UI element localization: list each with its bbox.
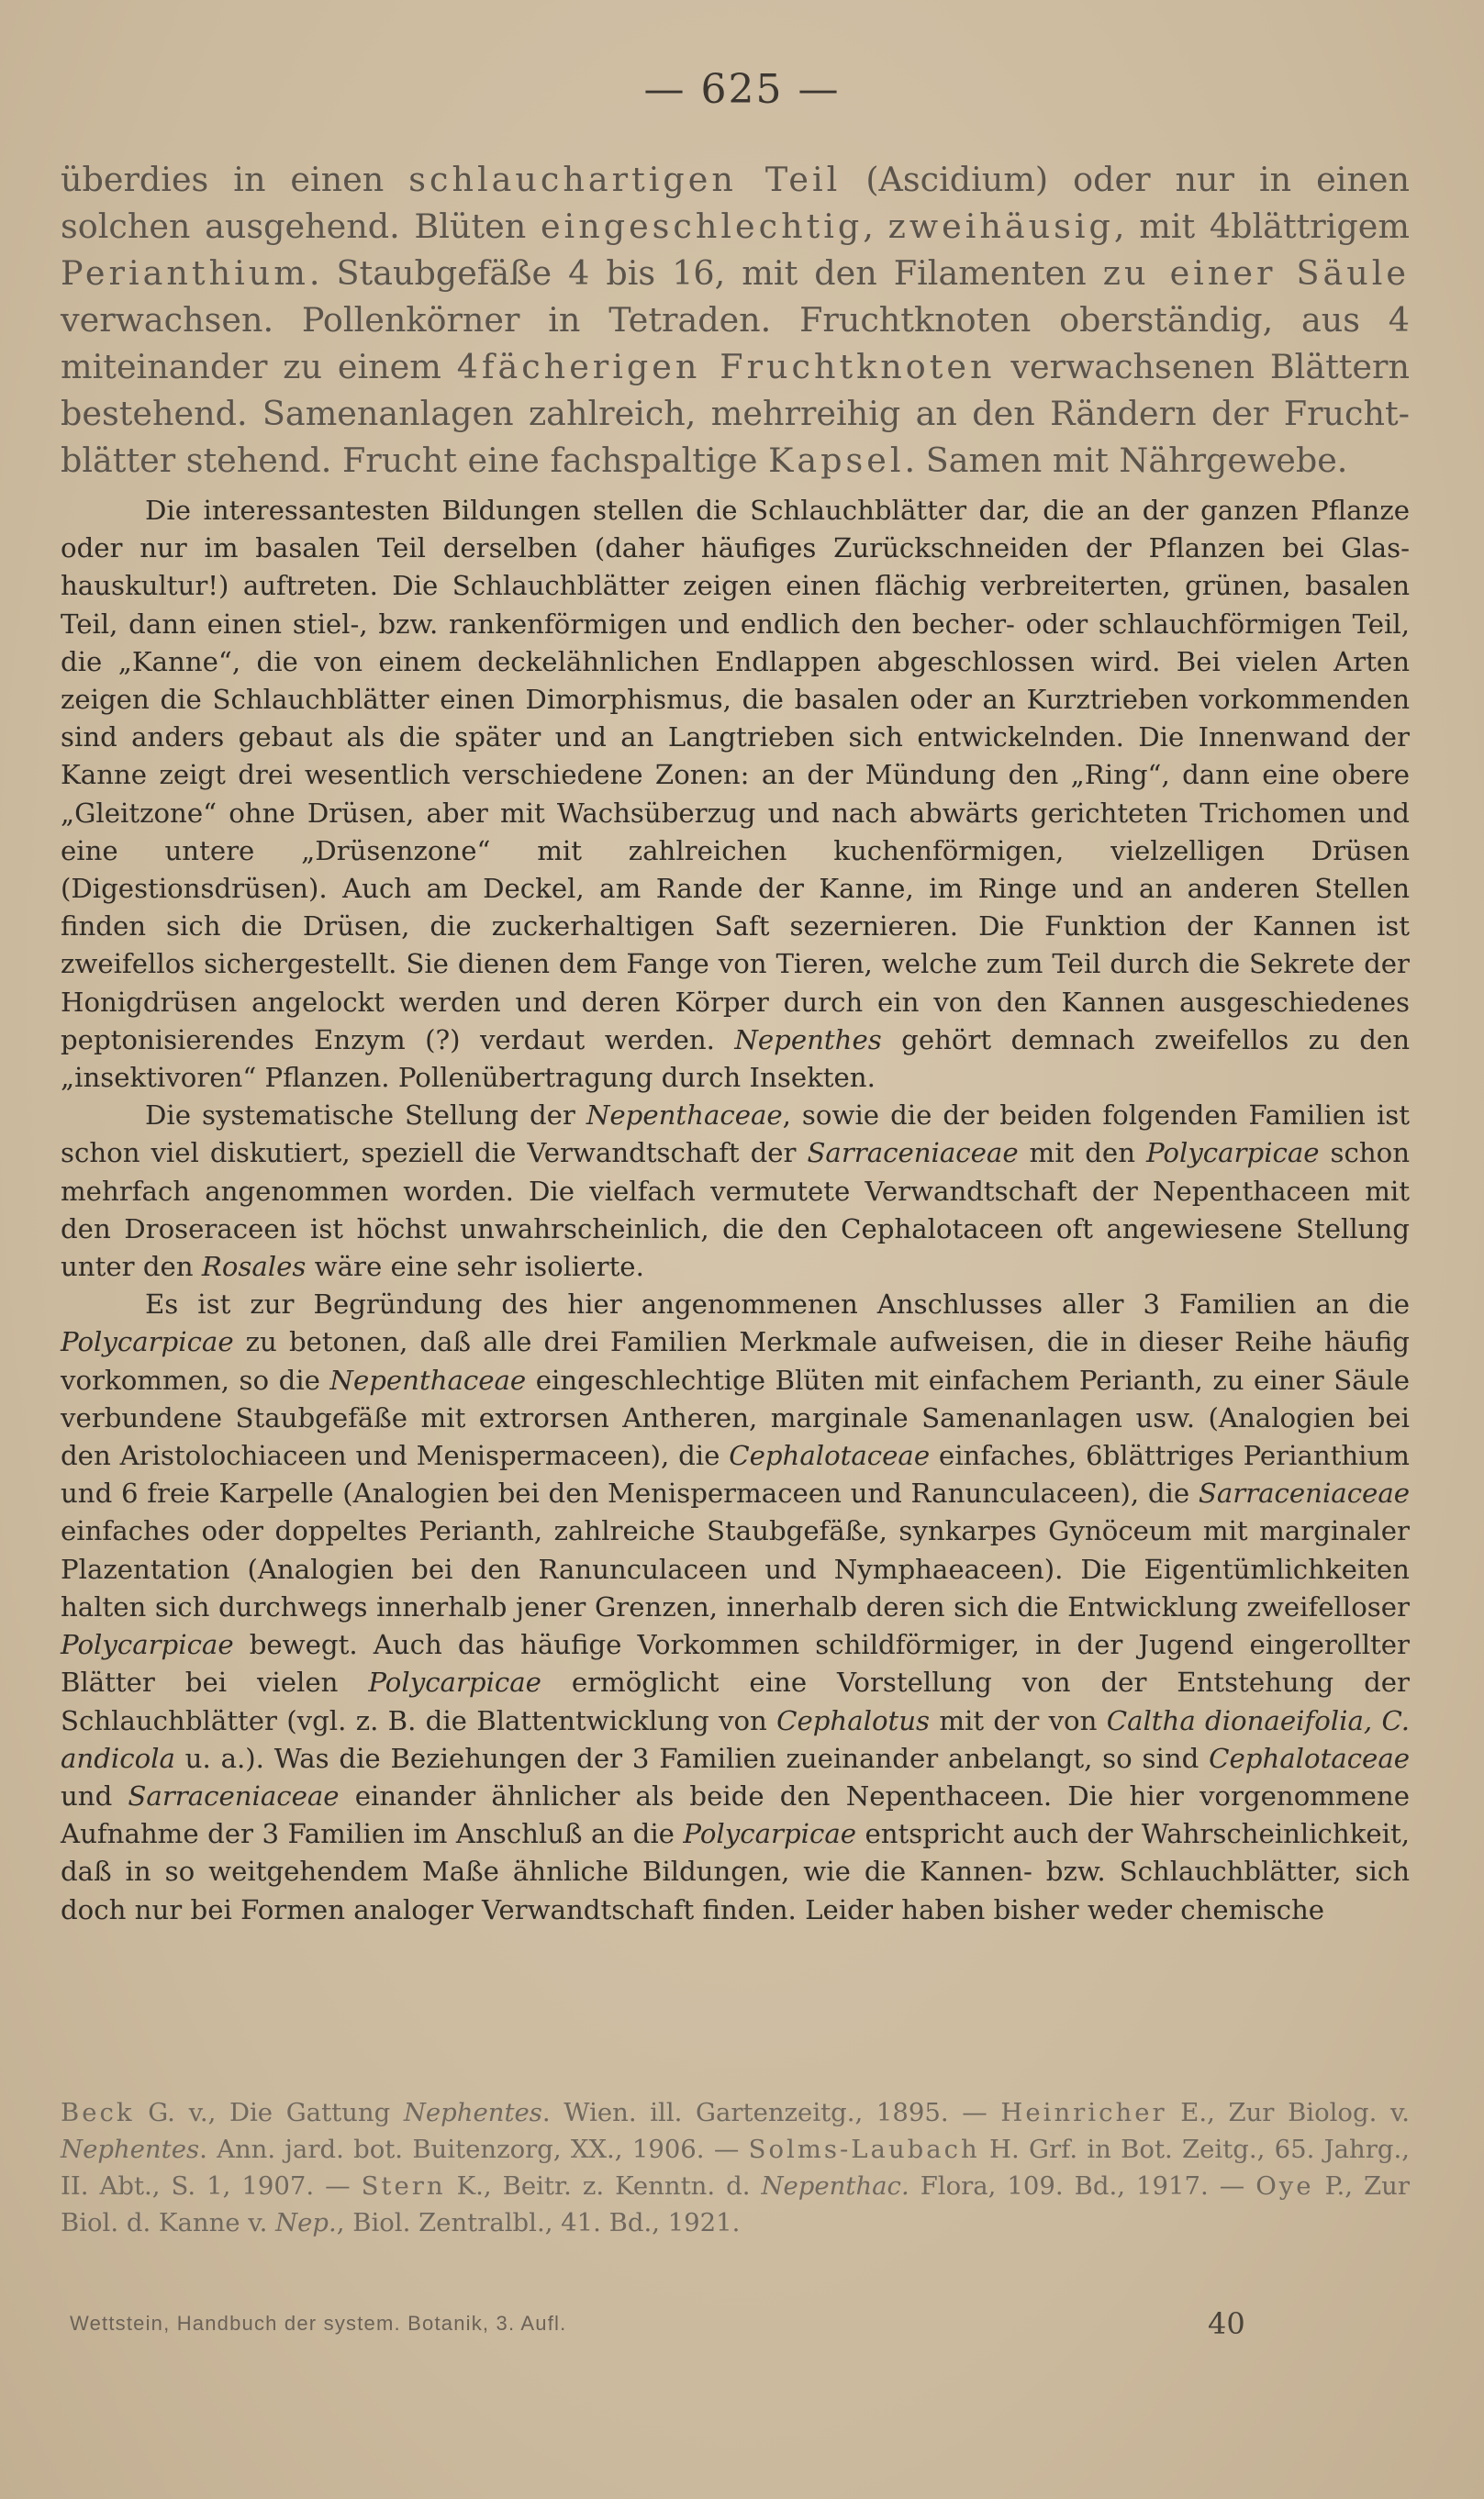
author-name: Heinricher xyxy=(1000,2098,1167,2127)
lead-text: , mit 4blättrigem xyxy=(1113,206,1410,246)
paragraph-text: zu betonen, daß alle drei Familien Merkmale aufweisen, die in dieser Reihe häufig vorkommen, so die xyxy=(61,1326,1410,1396)
taxon-name: Caltha dionaeifolia, C. andicola xyxy=(61,1704,1411,1774)
author-name: Solms-Laubach xyxy=(748,2135,980,2164)
author-name: Beck xyxy=(61,2098,135,2127)
taxon-name: Sarraceniaceae xyxy=(807,1137,1019,1169)
lead-text: . Staubgefäße 4 bis 16, mit den Filamenten xyxy=(308,253,1103,293)
paragraph-text: Die systematische Stellung der xyxy=(145,1099,586,1132)
citation-text: Flora, 109. Bd., 1917. — xyxy=(909,2171,1256,2201)
taxon-name: Nepenthaceae xyxy=(329,1364,527,1396)
citation-text: G. v., Die Gattung xyxy=(134,2098,404,2127)
paragraph-text: einfaches oder doppeltes Perianth, zahlreiche Staubgefäße, synkarpes Gynöceum mit marginaler Plazentation (Analogien bei den Ranunculaceen und Nymphaeaceen). Die Eigentümlichkeiten halten sich durchwegs innerhalb jener Grenzen, innerhalb deren sich die Entwicklung zweifelloser xyxy=(61,1515,1410,1623)
body-text xyxy=(61,492,1410,1929)
citation-text: . Ann. jard. bot. Buitenzorg, XX., 1906. — xyxy=(199,2135,749,2164)
paragraph-text: Es ist zur Begründung des hier angenommenen Anschlusses aller 3 Familien an die xyxy=(145,1289,1410,1321)
genus-name: Nep. xyxy=(275,2208,337,2237)
taxon-name: Rosales xyxy=(201,1251,307,1283)
citation-text: P., Zur Biol. d. Kanne v. xyxy=(61,2171,1410,2237)
paragraph-text: einander ähnlicher als beide den Nepenthaceen. Die hier vorgenommene Aufnahme der 3 Familien im Anschluß an die xyxy=(61,1779,1410,1850)
taxon-name: Polycarpicae xyxy=(368,1667,541,1699)
paragraph-text: entspricht auch der Wahrscheinlichkeit, daß in so weitgehendem Maße ähnliche Bildungen, wie die Kannen- bzw. Schlauchblätter, sich doch nur bei Formen analoger Verwandtschaft finden. Leider haben bisher weder chemische xyxy=(61,1818,1411,1925)
paragraph-text: eingeschlechtige Blüten mit einfachem Perianth, zu einer Säule verbundene Staubgefäße mit extrorsen Antheren, marginale Samenanlagen usw. (Analogien bei den Aristolochiaceen und Menispermaceen), die xyxy=(61,1364,1411,1472)
lead-text: verwachsenen Blättern bestehend. Samenanlagen zahlreich, mehrreihig an den Rändern der Fruchtblätter stehend. Frucht eine fachspaltige xyxy=(61,347,1410,480)
paragraph-text: , sowie die der beiden folgenden Familien ist schon viel diskutiert, speziell die Verwandtschaft der xyxy=(61,1099,1410,1169)
spaced-emphasis: zu einer Säule xyxy=(1102,253,1410,293)
spaced-emphasis: 4fächerigen Fruchtknoten xyxy=(456,347,996,386)
citation-text: , Biol. Zentralbl., 41. Bd., 1921. xyxy=(336,2208,741,2237)
paragraph-text: schon mehrfach angenommen worden. Die vielfach vermutete Verwandtschaft der Nepenthaceen mit den Droseraceen ist höchst unwahrscheinlich, die den Cephalotaceen oft angewiesene Stellung unter den xyxy=(61,1137,1410,1283)
genus-name: Nepenthac. xyxy=(761,2171,909,2201)
lead-text: . Samen mit Nährgewebe. xyxy=(904,441,1348,480)
paragraph-text: und xyxy=(61,1779,128,1812)
lead-text: überdies in einen xyxy=(61,160,409,199)
taxon-name: Cephalotus xyxy=(776,1704,931,1736)
citation-text: K., Beitr. z. Kenntn. d. xyxy=(445,2171,762,2201)
paragraph-text: mit der von xyxy=(930,1704,1107,1736)
paragraph-text: Die interessantesten Bildungen stellen die Schlauchblätter dar, die an der ganzen Pflanze oder nur im basalen Teil derselben (daher häufiges Zurückschneiden der Pflanzen bei Glashauskultur!) auftreten. Die Schlauchblätter zeigen einen flächig verbreiterten, grünen, basalen Teil, dann einen stiel-, bzw. rankenförmigen und endlich den becher- oder schlauchförmigen Teil, die „Kanne“, die von einem deckelähnlichen Endlappen abgeschlossen wird. Bei vielen Arten zeigen die Schlauchblätter einen Dimorphismus, die basalen oder an Kurztrieben vorkommenden sind anders gebaut als die später und an Langtrieben sich entwickelnden. Die Innenwand der Kanne zeigt drei wesentlich verschiedene Zonen: an der Mündung den „Ring“, dann eine obere „Gleitzone“ ohne Drüsen, aber mit Wachsüberzug und nach abwärts gerichteten Trichomen und eine untere „Drüsenzone“ mit zahlreichen kuchenförmigen, vielzelligen Drüsen (Digestionsdrüsen). Auch am Deckel, am Rande der Kanne, im Ringe und an anderen Stellen finden sich die Drüsen, die zuckerhaltigen Saft sezernieren. Die Funktion der Kannen ist zweifellos sichergestellt. Sie dienen dem Fange von Tieren, welche zum Teil durch die Sekrete der Honigdrüsen angelockt werden und deren Körper durch ein von den Kannen ausgeschiedenes peptonisierendes Enzym (?) verdaut werden. xyxy=(61,495,1410,1055)
taxon-name: Cephalotaceae xyxy=(1209,1742,1410,1774)
page-footer xyxy=(61,2306,1419,2343)
book-source-line: Wettstein, Handbuch der system. Botanik, 3. Aufl. xyxy=(70,2312,567,2335)
author-name: Stern xyxy=(361,2171,446,2201)
paragraph-text: wäre eine sehr isolierte. xyxy=(306,1251,644,1283)
paragraph-text: einfaches, 6blättriges Perianthium und 6 freie Karpelle (Analogien bei den Menispermaceen und Ranunculaceen), die xyxy=(61,1440,1410,1510)
citation-text: H. Grf. in Bot. Zeitg., 65. Jahrg., II. Abt., S. 1, 1907. — xyxy=(61,2135,1410,2201)
taxon-name: Polycarpicae xyxy=(61,1326,234,1358)
paragraph-text: gehört demnach zweifellos zu den „insektivoren“ Pflanzen. Pollenübertragung durch Insekten. xyxy=(61,1023,1410,1094)
lead-text: , xyxy=(863,206,888,246)
citation-text: . Wien. ill. Gartenzeitg., 1895. — xyxy=(541,2098,1001,2127)
spaced-emphasis: zweihäusig xyxy=(887,206,1114,246)
spaced-emphasis: Perianthium xyxy=(61,253,309,293)
bibliography-footnote xyxy=(61,2094,1410,2241)
author-name: Oye xyxy=(1255,2171,1314,2201)
taxon-name: Sarraceniaceae xyxy=(1198,1478,1410,1510)
taxon-name: Nepenthaceae xyxy=(586,1099,783,1132)
taxon-name: Sarraceniaceae xyxy=(128,1779,340,1812)
citation-text: E., Zur Biolog. v. xyxy=(1166,2098,1410,2127)
genus-name: Nephentes xyxy=(403,2098,542,2127)
genus-name: Nephentes xyxy=(61,2135,200,2164)
page-number: — 625 — xyxy=(643,66,841,113)
lead-text: (Ascidium) oder nur in einen solchen ausgehend. Blüten xyxy=(61,160,1410,246)
signature-number: 40 xyxy=(1208,2306,1245,2341)
spaced-emphasis: schlauchartigen Teil xyxy=(408,160,842,199)
paragraph-text: mit den xyxy=(1018,1137,1146,1169)
body-paragraph xyxy=(61,492,1410,1097)
body-paragraph xyxy=(61,1097,1410,1286)
taxon-name: Polycarpicae xyxy=(683,1818,856,1850)
paragraph-text: bewegt. Auch das häufige Vorkommen schildförmiger, in der Jugend eingerollter Blätter bei vielen xyxy=(61,1629,1410,1699)
paragraph-text: u. a.). Was die Beziehungen der 3 Familien zueinander anbelangt, so sind xyxy=(174,1742,1210,1774)
spaced-emphasis: eingeschlechtig xyxy=(540,206,864,246)
taxon-name: Nepenthes xyxy=(734,1023,882,1055)
paragraph-text: ermöglicht eine Vorstellung von der Entstehung der Schlauchblätter (vgl. z. B. die Blattentwicklung von xyxy=(61,1667,1410,1736)
body-paragraph xyxy=(61,1286,1410,1928)
taxon-name: Polycarpicae xyxy=(61,1629,234,1661)
spaced-emphasis: Kapsel xyxy=(768,441,905,480)
lead-paragraph xyxy=(61,156,1410,484)
taxon-name: Cephalotaceae xyxy=(729,1440,931,1472)
lead-text: verwachsen. Pollenkörner in Tetraden. Fruchtknoten oberständig, aus 4 miteinander zu einem xyxy=(61,300,1410,386)
taxon-name: Polycarpicae xyxy=(1145,1137,1320,1169)
